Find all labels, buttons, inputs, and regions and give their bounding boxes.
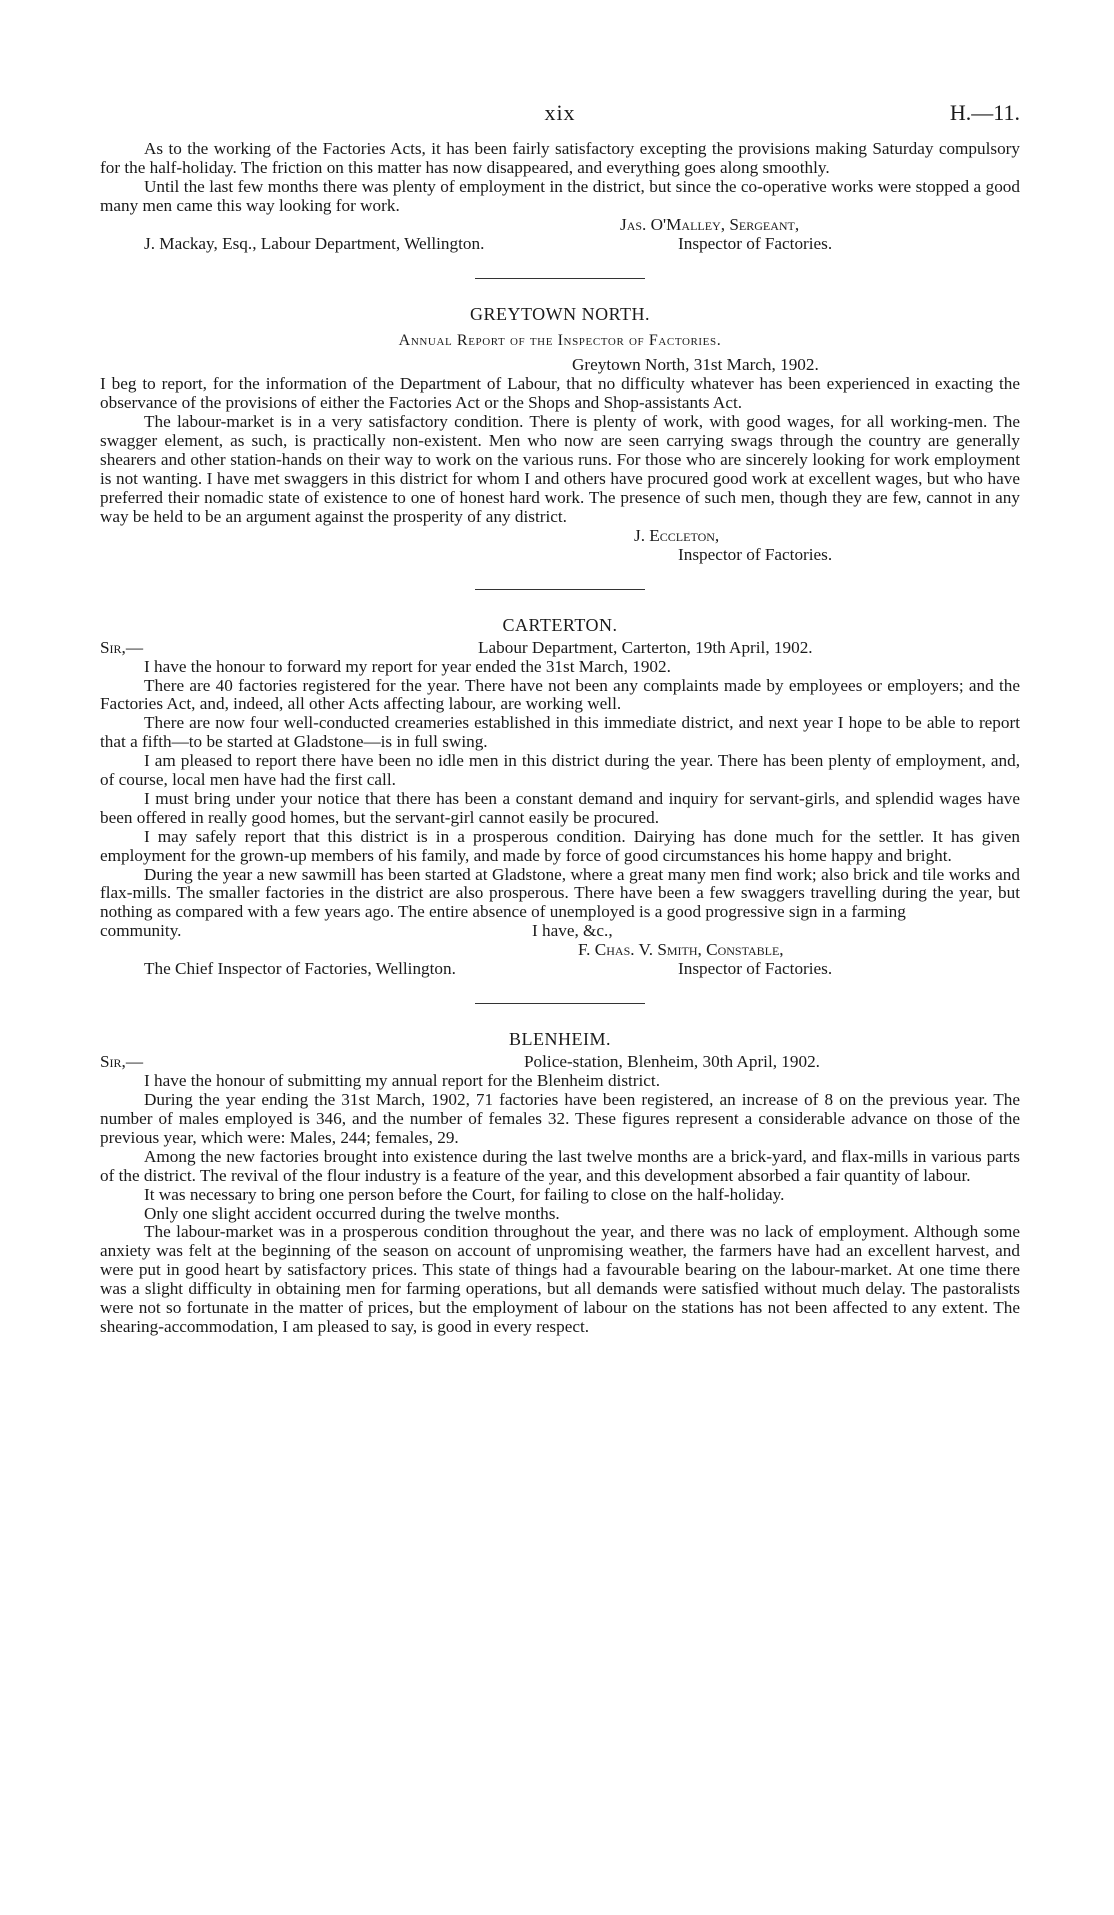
signature-name: F. Chas. V. Smith, Constable, [578,940,784,960]
paragraph: I must bring under your notice that there has been a constant demand and inquiry for servant-girls, and splendid wages have been offered in really good homes, but the servant-girl cannot easily be procured. [100,788,1020,827]
signature-name: J. Eccleton, [634,525,720,545]
document-reference: H.—11. [949,100,1020,125]
paragraph: Until the last few months there was plenty of employment in the district, but since the co-operative works were stopped a good many men came this way looking for work. [100,176,1020,215]
paragraph: I have the honour to forward my report for year ended the 31st March, 1902. [144,656,671,676]
signature-line [100,216,1020,235]
section-divider [475,589,645,590]
salutation-line [100,639,1020,658]
addressee-line [100,960,1020,979]
paragraph: The labour-market is in a very satisfactory condition. There is plenty of work, with good wages, for all working-men. The swagger element, as such, is practically non-existent. Men who now are seen carrying swags through the country are generally shearers and other station-hands on their way to work on the various runs. For those who are sincerely looking for work employment is not wanting. I have met swaggers in this district for whom I and others have procured good work at excellent wages, but who have preferred their nomadic state of existence to one of honest hard work. The presence of such men, though they are few, cannot in any way be held to be an argument against the prosperity of any district. [100,412,1020,526]
salutation-line [100,1053,1020,1072]
section-divider [475,1003,645,1004]
page-header [100,100,1020,140]
signature-title: Inspector of Factories. [678,959,833,979]
place-date: Greytown North, 31st March, 1902. [572,355,819,375]
paragraph: Among the new factories brought into existence during the last twelve months are a brick-yard, and flax-mills in various parts of the district. The revival of the flour industry is a feature of the year, and this development absorbed a fair quantity of labour. [100,1146,1020,1185]
section-heading: GREYTOWN NORTH. [469,303,651,324]
signature-title-line [100,546,1020,565]
signature-line [100,527,1020,546]
section-divider [475,278,645,279]
paragraph: The labour-market was in a prosperous condition throughout the year, and there was no lack of employment. Although some anxiety was felt at the beginning of the season on account of unpromising weather, the farmers have had an excellent harvest, and were put in good heart by satisfactory prices. This state of things had a favourable bearing on the labour-market. At one time there was a slight difficulty in obtaining men for farming operations, but all demands were satisfied without much delay. The pastoralists were not so fortunate in the matter of prices, but the employment of labour on the stations has not been affected to any extent. The shearing-accommodation, I am pleased to say, is good in every respect. [100,1222,1020,1336]
addressee: The Chief Inspector of Factories, Wellington. [144,959,456,979]
paragraph: I have the honour of submitting my annual report for the Blenheim district. [144,1071,660,1091]
signature-line [100,941,1020,960]
signature-name: Jas. O'Malley, Sergeant, [620,214,800,234]
signature-title: Inspector of Factories. [678,233,833,253]
closing-line [100,922,1020,941]
paragraph: There are now four well-conducted creameries established in this immediate district, and next year I hope to be able to report that a fifth—to be started at Gladstone—is in full swing. [100,713,1020,752]
carterton-report [100,616,1020,980]
paragraph: There are 40 factories registered for the year. There have not been any complaints made by employees or employers; and the Factories Act, and, indeed, all other Acts affecting labour, are working well. [100,675,1020,714]
paragraph: During the year ending the 31st March, 1902, 71 factories have been registered, an increase of 8 on the previous year. The number of males employed is 346, and the number of females 32. These figures represent a considerable advance on those of the previous year, which were: Males, 244; females, 29. [100,1090,1020,1147]
place-date: Police-station, Blenheim, 30th April, 1902. [524,1052,820,1072]
document-page [100,100,1020,1337]
greytown-north-report [100,305,1020,565]
blenheim-report [100,1030,1020,1337]
paragraph: During the year a new sawmill has been started at Gladstone, where a great many men find work; also brick and tile works and flax-mills. The smaller factories in the district are also prosperous. There have been a few swaggers travelling during the year, but nothing as compared with a few years ago. The entire absence of unemployed is a good progressive sign in a farming [100,864,1020,922]
page-number: xix [544,100,576,125]
paragraph: I may safely report that this district is in a prosperous condition. Dairying has done much for the settler. It has given employment for the grown-up members of his family, and made by force of good circumstances his home happy and bright. [100,826,1020,865]
paragraph: As to the working of the Factories Acts, it has been fairly satisfactory excepting the provisions making Saturday compulsory for the half-holiday. The friction on this matter has now disappeared, and everything goes along smoothly. [100,139,1020,177]
salutation: Sir,— [100,637,144,657]
omalley-report [100,140,1020,254]
section-subheading: Annual Report of the Inspector of Factories. [398,331,722,349]
addressee: J. Mackay, Esq., Labour Department, Wellington. [144,233,485,253]
paragraph-end: community. [100,921,182,941]
addressee-line [100,235,1020,254]
place-date: Labour Department, Carterton, 19th April, 1902. [478,637,813,657]
paragraph: I am pleased to report there have been no idle men in this district during the year. There has been plenty of employment, and, of course, local men have had the first call. [100,751,1020,790]
closing: I have, &c., [532,921,613,941]
paragraph: It was necessary to bring one person before the Court, for failing to close on the half-holiday. [144,1184,785,1204]
section-heading: BLENHEIM. [509,1029,611,1050]
place-date-line [100,356,1020,375]
signature-title: Inspector of Factories. [678,544,833,564]
paragraph: I beg to report, for the information of the Department of Labour, that no difficulty whatever has been experienced in exacting the observance of the provisions of either the Factories Act or the Shops and Shop-assistants Act. [100,374,1020,413]
section-heading: CARTERTON. [502,614,618,635]
salutation: Sir,— [100,1052,144,1072]
paragraph: Only one slight accident occurred during the twelve months. [144,1203,560,1223]
